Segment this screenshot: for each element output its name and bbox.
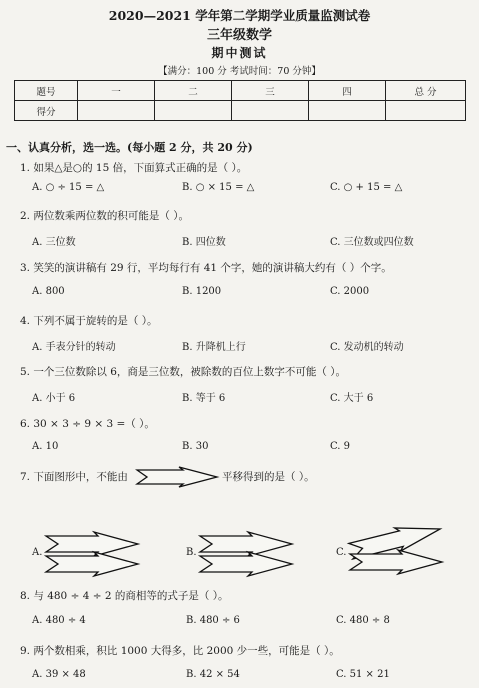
score-input-cell[interactable] [78, 101, 155, 121]
option-c[interactable]: C. 2000 [330, 286, 370, 297]
exam-meta: 【满分：100 分 考试时间：70 分钟】 [158, 66, 321, 77]
question-stem-after: 平移得到的是（ ）。 [222, 471, 315, 483]
question-stem-before: 7. 下面图形中，不能由 [20, 471, 128, 483]
score-input-cell[interactable] [309, 101, 386, 121]
exam-type: 期中测试 [211, 46, 268, 60]
option-a[interactable]: A. 三位数 [32, 237, 76, 248]
option-b[interactable]: B. 30 [182, 441, 209, 452]
option-b[interactable]: B. 42 × 54 [186, 669, 240, 680]
table-cell: 三 [232, 81, 309, 101]
option-c[interactable]: C. 大于 6 [330, 393, 374, 404]
option-b[interactable]: B. 升降机上行 [182, 342, 246, 353]
option-a[interactable]: A. ○ ÷ 15 = △ [32, 182, 105, 193]
option-c[interactable]: C. ○ + 15 = △ [330, 182, 403, 193]
option-a[interactable]: A. 800 [32, 286, 65, 297]
score-input-cell[interactable] [386, 101, 466, 121]
option-a[interactable]: A. 10 [32, 441, 59, 452]
table-cell: 四 [309, 81, 386, 101]
section-title: 一、认真分析，选一选。(每小题 2 分，共 20 分) [6, 141, 253, 154]
option-c[interactable]: C. 三位数或四位数 [330, 237, 414, 248]
option-b[interactable]: B. ○ × 15 = △ [182, 182, 255, 193]
score-input-cell[interactable] [155, 101, 232, 121]
question-stem: 6. 30 × 3 ÷ 9 × 3 =（ ）。 [20, 418, 155, 430]
exam-title: 2020—2021 学年第二学期学业质量监测试卷 [108, 8, 371, 23]
option-a[interactable]: A. 480 ÷ 4 [32, 615, 86, 626]
table-cell: 得分 [15, 101, 78, 121]
option-b[interactable]: B. 四位数 [182, 237, 226, 248]
question-stem: 5. 一个三位数除以 6，商是三位数，被除数的百位上数字不可能（ ）。 [20, 366, 346, 378]
question-stem: 8. 与 480 ÷ 4 ÷ 2 的商相等的式子是（ ）。 [20, 590, 229, 602]
option-b[interactable]: B. 等于 6 [182, 393, 226, 404]
option-a-arrows-figure[interactable] [42, 530, 142, 580]
option-a[interactable]: A. 小于 6 [32, 393, 76, 404]
option-b[interactable]: B. 1200 [182, 286, 222, 297]
reference-arrow-shape [135, 466, 220, 488]
question-stem: 2. 两位数乘两位数的积可能是（ ）。 [20, 210, 189, 222]
question-stem: 3. 笑笑的演讲稿有 29 行，平均每行有 41 个字，她的演讲稿大约有（ ）个字。 [20, 262, 392, 274]
question-stem: 4. 下列不属于旋转的是（ ）。 [20, 315, 158, 327]
option-c[interactable]: C. 51 × 21 [336, 669, 390, 680]
table-cell: 二 [155, 81, 232, 101]
option-c[interactable]: C. 发动机的转动 [330, 342, 404, 353]
option-b[interactable]: B. [186, 547, 197, 558]
option-b-arrows-figure[interactable] [196, 530, 296, 580]
option-c[interactable]: C. 9 [330, 441, 351, 452]
option-c-arrows-figure[interactable] [346, 524, 446, 580]
score-table-score-row [15, 101, 466, 121]
exam-subject: 三年级数学 [206, 28, 272, 43]
option-c[interactable]: C. 480 ÷ 8 [336, 615, 390, 626]
table-cell: 一 [78, 81, 155, 101]
option-c[interactable]: C. [336, 547, 347, 558]
table-cell: 总 分 [386, 81, 466, 101]
option-b[interactable]: B. 480 ÷ 6 [186, 615, 240, 626]
score-table-header-row [15, 81, 466, 101]
option-a[interactable]: A. [32, 547, 43, 558]
score-table [14, 80, 466, 121]
table-cell: 题号 [15, 81, 78, 101]
option-a[interactable]: A. 手表分针的转动 [32, 342, 116, 353]
question-stem: 1. 如果△是○的 15 倍，下面算式正确的是（ ）。 [20, 162, 248, 174]
score-input-cell[interactable] [232, 101, 309, 121]
option-a[interactable]: A. 39 × 48 [32, 669, 86, 680]
question-stem: 9. 两个数相乘，积比 1000 大得多，比 2000 少一些，可能是（ ）。 [20, 645, 340, 657]
